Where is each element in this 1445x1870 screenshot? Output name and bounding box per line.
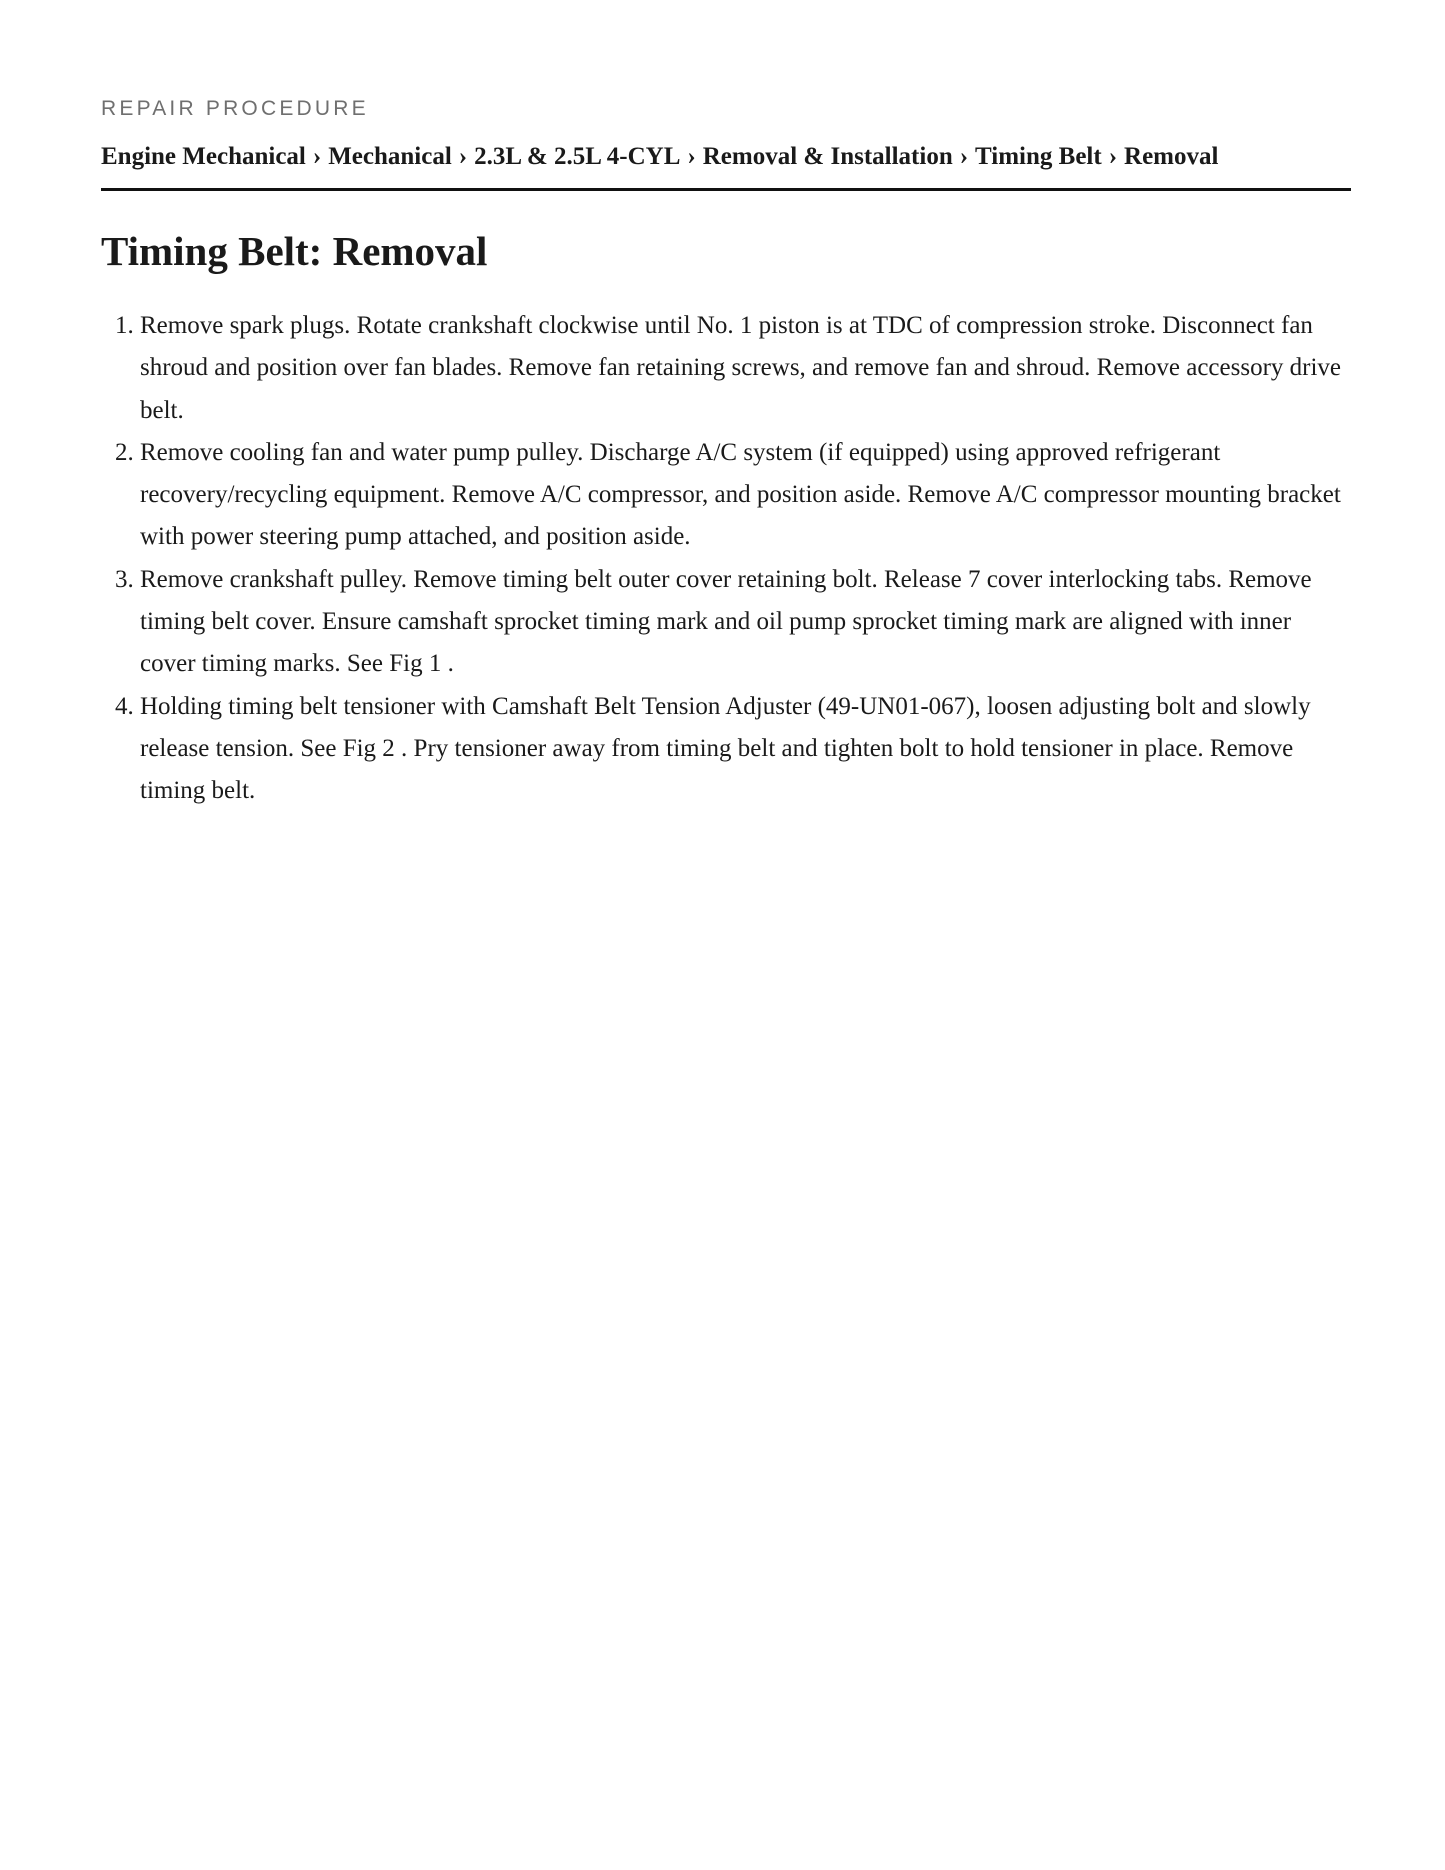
breadcrumb-item-engine-mechanical[interactable]: Engine Mechanical — [101, 143, 306, 170]
procedure-step: 4. Holding timing belt tensioner with Camshaft Belt Tension Adjuster (49-UN01-067), loosen adjusting bolt and slowly release tension. See Fig 2 . Pry tensioner away from timing belt and tighten bolt to hold tensioner in place. Remove timing belt. — [140, 686, 1351, 813]
breadcrumb — [101, 139, 1351, 191]
breadcrumb-item-engine[interactable]: 2.3L & 2.5L 4-CYL — [474, 143, 681, 170]
breadcrumb-separator: › — [1108, 143, 1118, 170]
breadcrumb-separator: › — [312, 143, 322, 170]
procedure-step: 2. Remove cooling fan and water pump pulley. Discharge A/C system (if equipped) using approved refrigerant recovery/recycling equipment. Remove A/C compressor, and position aside. Remove A/C compressor mounting bracket with power steering pump attached, and position aside. — [140, 432, 1351, 559]
breadcrumb-separator: › — [458, 143, 468, 170]
section-eyebrow: REPAIR PROCEDURE — [101, 97, 369, 120]
breadcrumb-item-mechanical[interactable]: Mechanical — [328, 143, 452, 170]
document-page — [101, 94, 1351, 813]
breadcrumb-item-removal-installation[interactable]: Removal & Installation — [702, 143, 953, 170]
procedure-step: 3. Remove crankshaft pulley. Remove timing belt outer cover retaining bolt. Release 7 cover interlocking tabs. Remove timing belt cover. Ensure camshaft sprocket timing mark and oil pump sprocket timing mark are aligned with inner cover timing marks. See Fig 1 . — [140, 559, 1351, 686]
breadcrumb-separator: › — [687, 143, 696, 170]
breadcrumb-item-removal: Removal — [1124, 143, 1219, 170]
breadcrumb-separator: › — [959, 143, 969, 170]
procedure-step: 1. Remove spark plugs. Rotate crankshaft clockwise until No. 1 piston is at TDC of compression stroke. Disconnect fan shroud and position over fan blades. Remove fan retaining screws, and remove fan and shroud. Remove accessory drive belt. — [140, 305, 1351, 432]
breadcrumb-item-timing-belt[interactable]: Timing Belt — [975, 143, 1102, 170]
procedure-steps-list — [101, 305, 1351, 813]
page-title: Timing Belt: Removal — [101, 228, 488, 274]
